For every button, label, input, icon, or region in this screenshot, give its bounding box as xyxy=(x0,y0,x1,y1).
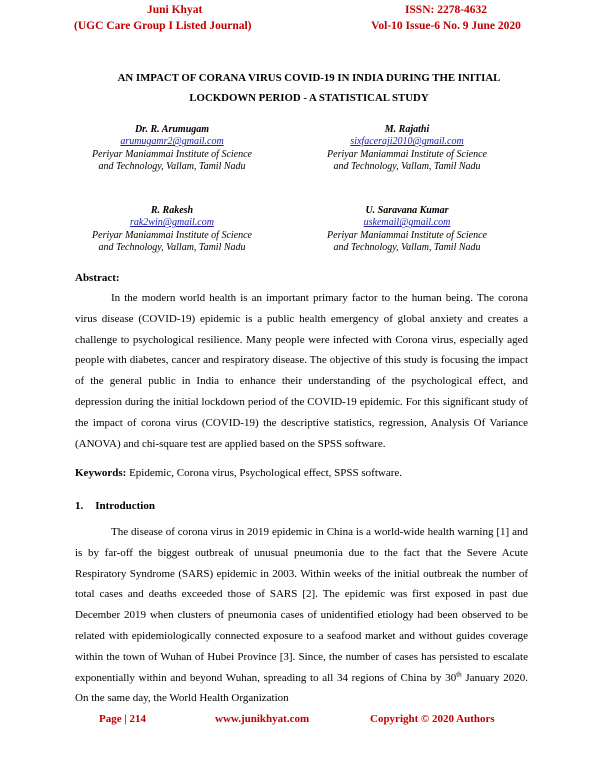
author-block xyxy=(302,205,512,254)
journal-note: (UGC Care Group I Listed Journal) xyxy=(74,20,252,32)
title-line-2: LOCKDOWN PERIOD - A STATISTICAL STUDY xyxy=(189,92,429,104)
issn-header xyxy=(346,2,546,34)
keywords xyxy=(75,467,402,479)
author-name: R. Rakesh xyxy=(150,205,194,216)
journal-url-link[interactable]: www.junikhyat.com xyxy=(215,713,310,725)
author-email-link[interactable]: uskemail@gmail.com xyxy=(363,217,451,229)
title-line-1: AN IMPACT OF CORANA VIRUS COVID-19 IN INDIA DURING THE INITIAL xyxy=(117,72,501,84)
author-affiliation: and Technology, Vallam, Tamil Nadu xyxy=(98,160,246,172)
author-block xyxy=(67,205,277,254)
journal-header xyxy=(74,2,324,34)
intro-text-b: January 2020. On the same day, the World Health Organization xyxy=(75,671,528,705)
keywords-label: Keywords: xyxy=(75,467,127,479)
copyright: Copyright © 2020 Authors xyxy=(370,713,495,725)
abstract-text: In the modern world health is an important primary factor to the human being. The corona virus disease (COVID-19) epidemic is a public health emergency of global anxiety and creates a challenge to psychological resilience. Many people were infected with Corona virus, especially aged people with diabetes, cancer and respiratory disease. The objective of this study is focusing the impact of the general public in India to enhance their understanding of the psychological effect, and depression during the initial lockdown period of the COVID-19 epidemic. For this significant study of the impact of corona virus (COVID-19) the descriptive statistics, regression, Analysis Of Variance (ANOVA) and chi-square test are applied based on the SPSS software. xyxy=(75,292,528,450)
author-affiliation: Periyar Maniammai Institute of Science xyxy=(327,229,487,241)
intro-text-a: The disease of corona virus in 2019 epidemic in China is a world-wide health warning [1] and is by far-off the biggest outbreak of unusual pneumonia due to the fact that the Severe Acute Respiratory Syndrome (SARS) epidemic in 2003. Within weeks of the initial outbreak the number of total cases and deaths exceeded those of SARS [2]. The epidemic was first exposed in past due December 2019 when clusters of pneumonia cases of unidentified etiology had been observed to be related with epidemiologically connected exposure to a seafood market and without guides coverage within the town of Wuhan of Hubei Province [3]. Since, the number of cases has persisted to escalate exponentially within and beyond Wuhan, spreading to all 34 regions of China by 30 xyxy=(75,526,528,684)
issn: ISSN: 2278-4632 xyxy=(404,4,488,16)
section-number: 1. xyxy=(75,500,84,512)
ordinal-suffix: th xyxy=(456,669,462,678)
author-email-link[interactable]: sixfaceraji2010@gmail.com xyxy=(350,136,464,148)
author-name: U. Saravana Kumar xyxy=(365,205,449,216)
author-affiliation: and Technology, Vallam, Tamil Nadu xyxy=(98,241,246,253)
abstract-heading: Abstract: xyxy=(75,272,120,284)
journal-name: Juni Khyat xyxy=(147,4,203,16)
author-affiliation: and Technology, Vallam, Tamil Nadu xyxy=(333,160,481,172)
author-affiliation: and Technology, Vallam, Tamil Nadu xyxy=(333,241,481,253)
author-block xyxy=(67,124,277,173)
author-affiliation: Periyar Maniammai Institute of Science xyxy=(92,148,252,160)
author-affiliation: Periyar Maniammai Institute of Science xyxy=(92,229,252,241)
introduction-text xyxy=(75,522,528,709)
author-email-link[interactable]: rak2win@gmail.com xyxy=(130,217,214,229)
page-number: Page | 214 xyxy=(99,713,147,725)
author-email-link[interactable]: arumugamr2@gmail.com xyxy=(120,136,224,148)
keywords-text: Epidemic, Corona virus, Psychological effect, SPSS software. xyxy=(129,467,402,479)
volume-info: Vol-10 Issue-6 No. 9 June 2020 xyxy=(371,20,521,32)
section-heading xyxy=(75,500,167,512)
paper-title xyxy=(74,68,544,108)
author-block xyxy=(302,124,512,173)
author-name: M. Rajathi xyxy=(384,124,430,135)
author-affiliation: Periyar Maniammai Institute of Science xyxy=(327,148,487,160)
author-name: Dr. R. Arumugam xyxy=(134,124,210,135)
section-title: Introduction xyxy=(95,500,155,512)
